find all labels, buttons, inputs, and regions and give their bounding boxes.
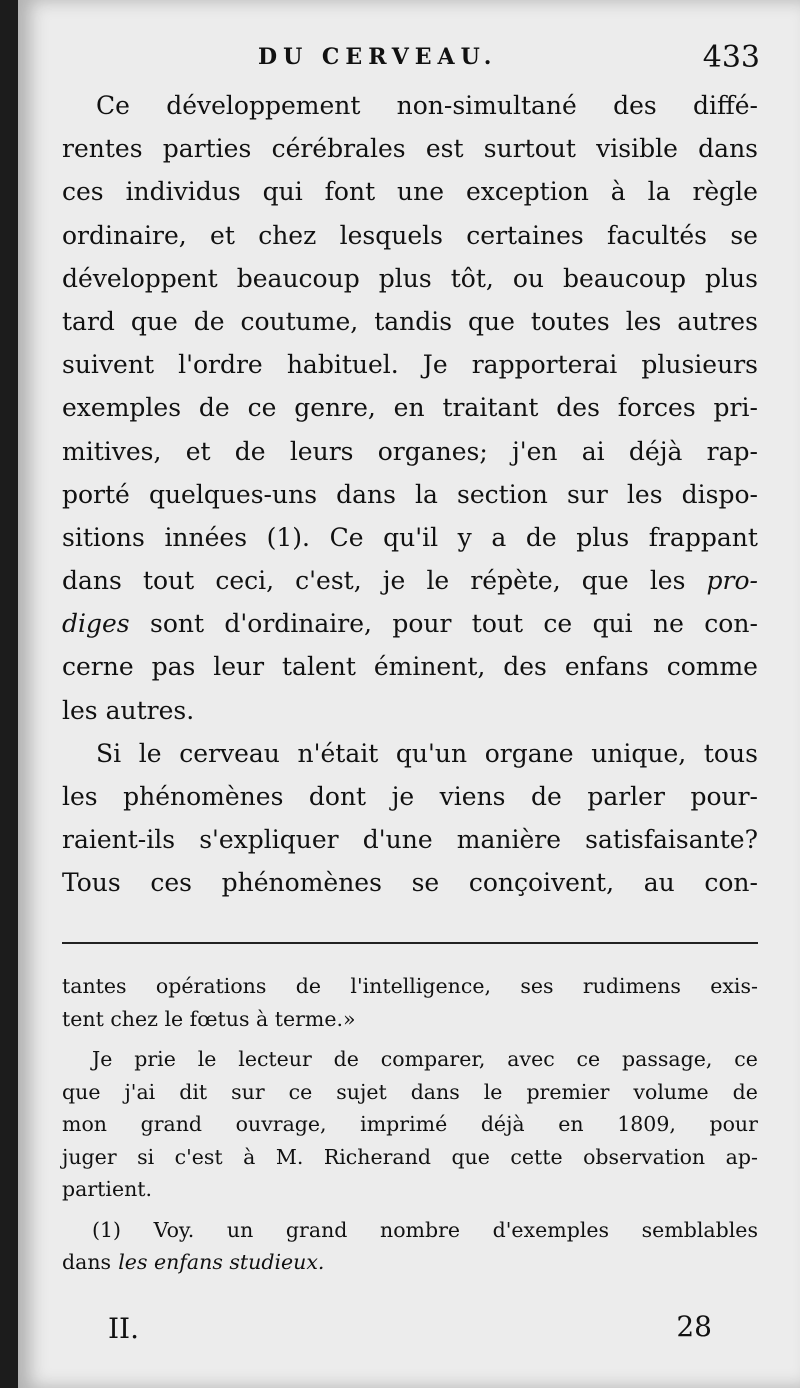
text-line: Tous ces phénomènes se conçoivent, au con-: [62, 868, 758, 898]
footnotes: [62, 970, 758, 1279]
text-line: porté quelques-uns dans la section sur les dispo-: [62, 479, 758, 509]
footnote-1-prefix: dans: [62, 1250, 112, 1274]
text-line: Si le cerveau n'était qu'un organe unique, tous: [96, 738, 758, 768]
page-number: 433: [702, 40, 760, 75]
text-line: dans tout ceci, c'est, je le répète, que les pro-: [62, 559, 758, 602]
text-line: mitives, et de leurs organes; j'en ai déjà rap-: [62, 436, 758, 466]
running-head: [18, 40, 800, 80]
folio-mark: 28: [676, 1310, 712, 1343]
text-line: ces individus qui font une exception à la règle: [62, 177, 758, 207]
text-line: raient-ils s'expliquer d'une manière satisfaisante?: [62, 825, 758, 855]
italic-word: diges: [62, 609, 130, 639]
signature-mark: II.: [108, 1312, 140, 1345]
footnote-line: juger si c'est à M. Richerand que cette observation ap-: [62, 1144, 758, 1169]
text-line: suivent l'ordre habituel. Je rapporterai plusieurs: [62, 350, 758, 380]
footnote-1: [62, 1214, 758, 1279]
italic-word: pro-: [706, 566, 758, 596]
footnote-line: mon grand ouvrage, imprimé déjà en 1809, pour: [62, 1112, 758, 1136]
footnote-line: tantes opérations de l'intelligence, ses rudimens exis-: [62, 974, 758, 998]
footnote-1-line: (1) Voy. un grand nombre d'exemples semblables: [92, 1217, 758, 1242]
book-page: [18, 0, 800, 1388]
text-line: cerne pas leur talent éminent, des enfans comme: [62, 652, 758, 682]
text-line: les phénomènes dont je viens de parler pour-: [62, 782, 758, 811]
text-line: diges sont d'ordinaire, pour tout ce qui ne con-: [62, 602, 758, 645]
text-line: les autres.: [62, 695, 195, 725]
footnote-line: partient.: [62, 1177, 153, 1201]
text-line: Ce développement non-simultané des diffé-: [96, 91, 758, 120]
footnote-continuation: [62, 970, 758, 1035]
footnote-rule: [62, 942, 758, 944]
text-line: sitions innées (1). Ce qu'il y a de plus frappant: [62, 522, 758, 552]
footnote-1-line: [62, 1246, 758, 1279]
paragraph-2: [62, 732, 758, 905]
running-head-title: DU CERVEAU.: [258, 44, 498, 70]
main-text: [62, 84, 758, 905]
text-line: exemples de ce genre, en traitant des forces pri-: [62, 393, 758, 423]
footnote-line: tent chez le fœtus à terme.»: [62, 1006, 356, 1031]
footnote-1-italic-title: les enfans studieux.: [118, 1250, 325, 1274]
text-line: rentes parties cérébrales est surtout visible dans: [62, 134, 758, 164]
text-line: tard que de coutume, tandis que toutes les autres: [62, 306, 758, 336]
footnote-line: que j'ai dit sur ce sujet dans le premier volume de: [62, 1079, 758, 1104]
text-line: ordinaire, et chez lesquels certaines facultés se: [62, 220, 758, 250]
paragraph-1: [62, 84, 758, 732]
footnote-comment: [62, 1043, 758, 1206]
text-line: développent beaucoup plus tôt, ou beaucoup plus: [62, 263, 758, 293]
footnote-line: Je prie le lecteur de comparer, avec ce passage, ce: [92, 1047, 758, 1071]
